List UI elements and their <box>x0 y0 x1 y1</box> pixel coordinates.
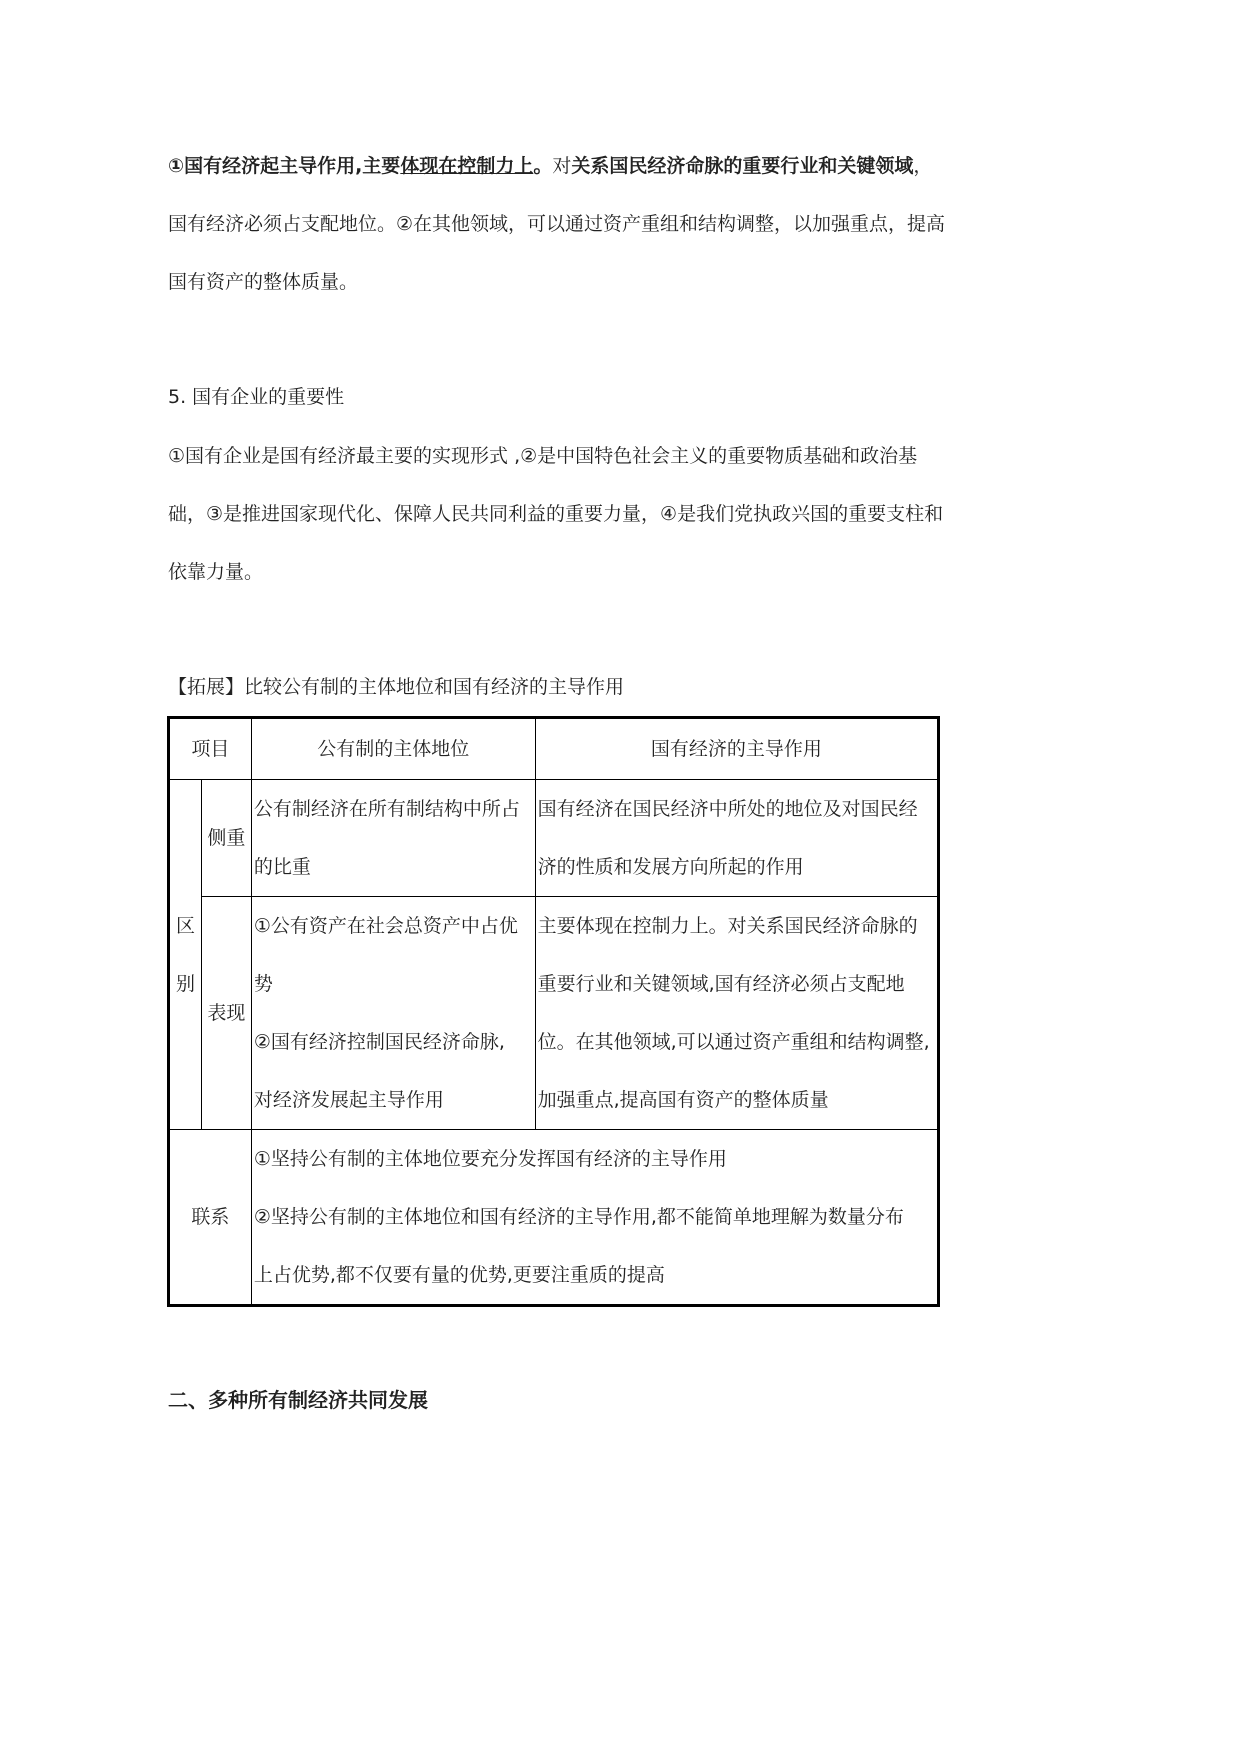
table-cell <box>251 897 535 1130</box>
cell-line: 的比重 <box>253 856 311 878</box>
cell-line: 公有制经济在所有制结构中所占 <box>253 798 520 820</box>
cell-line: ②坚持公有制的主体地位和国有经济的主导作用,都不能简单地理解为数量分布 <box>253 1206 904 1228</box>
group-label-char: 别 <box>175 972 195 995</box>
cell-line: ①坚持公有制的主体地位要充分发挥国有经济的主导作用 <box>253 1148 727 1170</box>
table-cell <box>535 780 938 897</box>
table-row-emphasis <box>169 780 939 897</box>
table-cell <box>251 1130 938 1306</box>
cell-line: 对经济发展起主导作用 <box>253 1089 444 1111</box>
row-label-emphasis: 侧重 <box>201 780 251 897</box>
row-label-connection: 联系 <box>169 1130 252 1306</box>
cell-line: 济的性质和发展方向所起的作用 <box>537 856 804 878</box>
cell-line: 势 <box>253 973 273 995</box>
cell-line: 上占优势,都不仅要有量的优势,更要注重质的提高 <box>253 1264 665 1286</box>
bold-segment: 。 <box>533 155 553 177</box>
table-cell <box>535 897 938 1130</box>
table-header-row <box>169 718 939 780</box>
bold-segment: ①国有经济起主导作用,主要 <box>168 155 401 177</box>
header-item: 项目 <box>169 718 252 780</box>
comparison-table <box>167 716 940 1307</box>
cell-line: 位。在其他领域,可以通过资产重组和结构调整, <box>537 1031 930 1053</box>
bold-segment: 关系国民经济命脉的重要行业和关键领域 <box>571 155 914 177</box>
header-public-ownership: 公有制的主体地位 <box>251 718 535 780</box>
cell-line: 加强重点,提高国有资产的整体质量 <box>537 1089 829 1111</box>
table-cell <box>251 780 535 897</box>
table-row-connection <box>169 1130 939 1306</box>
cell-line: 主要体现在控制力上。对关系国民经济命脉的 <box>537 915 918 937</box>
text-segment: ，国有经济必须占支配地位。②在其他领域，可以通过资产重组和结构调整，以加强重点，提高国有资产的整体质量。 <box>168 155 946 293</box>
text-segment: 对 <box>552 155 572 177</box>
group-label-difference <box>169 780 202 1130</box>
table-row-manifestation <box>169 897 939 1130</box>
cell-line: ②国有经济控制国民经济命脉, <box>253 1031 505 1053</box>
header-state-economy: 国有经济的主导作用 <box>535 718 938 780</box>
cell-line: 国有经济在国民经济中所处的地位及对国民经 <box>537 798 918 820</box>
group-label-char: 区 <box>175 914 195 937</box>
section-2-heading: 二、多种所有制经济共同发展 <box>168 1388 428 1412</box>
paragraph-state-economy-leading-role <box>168 137 948 311</box>
cell-line: ①公有资产在社会总资产中占优 <box>253 915 518 937</box>
row-label-manifestation: 表现 <box>201 897 251 1130</box>
section-5-heading: 5. 国有企业的重要性 <box>168 386 345 408</box>
underlined-bold-segment: 体现在控制力上 <box>400 155 534 177</box>
extension-title: 【拓展】比较公有制的主体地位和国有经济的主导作用 <box>168 676 625 698</box>
cell-line: 重要行业和关键领域,国有经济必须占支配地 <box>537 973 905 995</box>
section-5-body: ①国有企业是国有经济最主要的实现形式 ,②是中国特色社会主义的重要物质基础和政治基础，③是推进国家现代化、保障人民共同利益的重要力量，④是我们党执政兴国的重要支柱和依靠力量。 <box>168 445 944 583</box>
